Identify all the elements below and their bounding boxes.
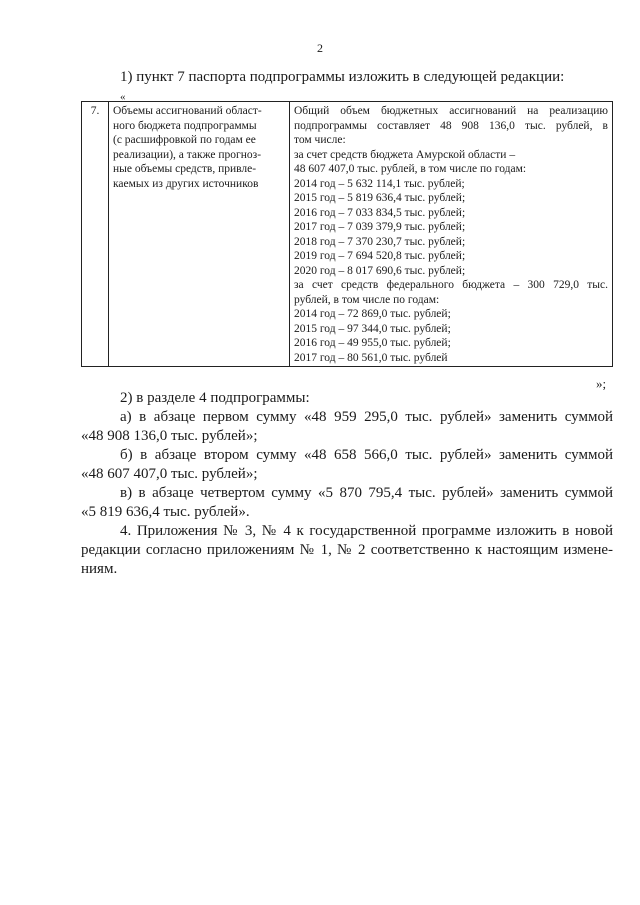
year-line: 2016 год – 7 033 834,5 тыс. рублей; [294,206,466,219]
page-number: 2 [317,41,323,55]
row-number: 7. [82,102,109,367]
item-c-line: «5 819 636,4 тыс. рублей». [81,504,250,520]
federal-heading: рублей, в том числе по годам: [294,293,440,306]
year-line: 2019 год – 7 694 520,8 тыс. рублей; [294,250,466,262]
regional-total: 48 607 407,0 тыс. рублей, в том числе по годам: [294,163,527,175]
label-line: реализации), а также прогноз- [113,148,262,161]
label-line: (с расшифровкой по годам ее [113,134,256,146]
federal-heading: за счет средств федерального бюджета – 300 729,0 тыс. [294,279,608,291]
year-line: 2017 год – 7 039 379,9 тыс. рублей; [294,221,466,233]
label-line: ные объемы средств, привле- [113,163,257,175]
total-line: подпрограммы составляет 48 908 136,0 тыс. рублей, в [294,119,608,132]
year-line: 2016 год – 49 955,0 тыс. рублей; [294,337,451,349]
year-line: 2014 год – 72 869,0 тыс. рублей; [294,308,451,320]
point4-line: редакции согласно приложениям № 1, № 2 соответственно к настоящим измене- [81,542,613,558]
table-row [82,102,613,367]
label-line: каемых из других источников [113,177,259,190]
item-a-line: «48 908 136,0 тыс. рублей»; [81,428,258,444]
total-line: Общий объем бюджетных ассигнований на реализацию [294,105,608,117]
year-line: 2015 год – 97 344,0 тыс. рублей; [294,322,451,335]
quote-open: « [120,91,126,103]
year-line: 2020 год – 8 017 690,6 тыс. рублей; [294,264,466,277]
point4-line: 4. Приложения № 3, № 4 к государственной программе изложить в новой [120,523,613,539]
section-line: 2) в разделе 4 подпрограммы: [120,390,310,406]
label-line: ного бюджета подпрограммы [113,119,257,132]
regional-heading: за счет средств бюджета Амурской области – [294,148,516,161]
year-line: 2018 год – 7 370 230,7 тыс. рублей; [294,235,466,248]
row-value-cell [290,102,613,367]
year-line: 2017 год – 80 561,0 тыс. рублей [294,351,448,364]
item-b-line: «48 607 407,0 тыс. рублей»; [81,466,258,482]
passport-table [81,101,613,367]
year-line: 2015 год – 5 819 636,4 тыс. рублей; [294,192,466,204]
label-line: Объемы ассигнований област- [113,105,262,117]
row-label-cell [109,102,290,367]
item-a-line: а) в абзаце первом сумму «48 959 295,0 тыс. рублей» заменить суммой [120,409,613,425]
item-c-line: в) в абзаце четвертом сумму «5 870 795,4 тыс. рублей» заменить суммой [120,485,613,501]
point4-line: ниям. [81,561,118,577]
intro-line: 1) пункт 7 паспорта подпрограммы изложить в следующей редакции: [120,69,565,85]
quote-close: »; [596,376,607,391]
total-line: том числе: [294,134,346,146]
year-line: 2014 год – 5 632 114,1 тыс. рублей; [294,177,465,190]
item-b-line: б) в абзаце втором сумму «48 658 566,0 тыс. рублей» заменить суммой [120,447,613,463]
